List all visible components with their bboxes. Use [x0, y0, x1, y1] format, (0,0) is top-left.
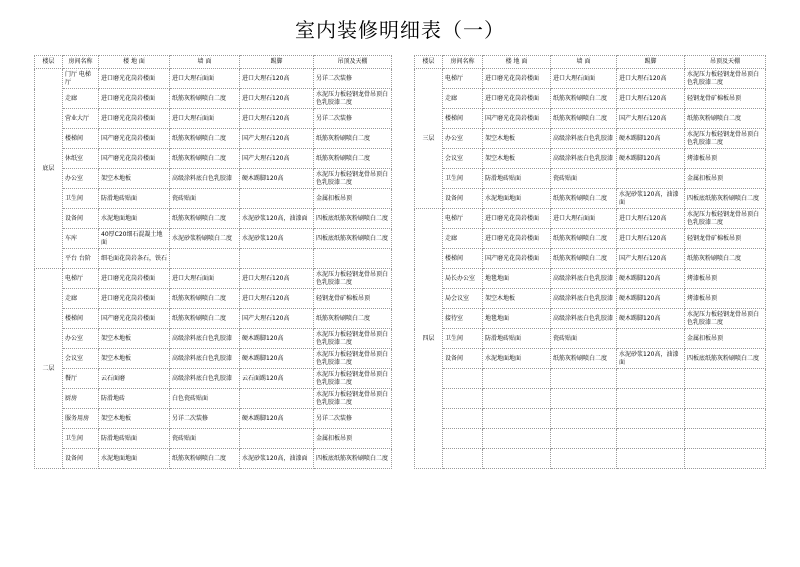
- wall-finish-cell: 进口大理石面面: [551, 69, 617, 89]
- room-name-cell: 设备间: [63, 449, 99, 469]
- ceiling-cell: 水泥压力板轻钢龙骨吊顶白色乳胶漆二度: [314, 269, 392, 289]
- ceiling-cell: 水泥压力板轻钢龙骨吊顶白色乳胶漆二度: [314, 369, 392, 389]
- wall-finish-cell: 进口大理石面面: [551, 209, 617, 229]
- ceiling-cell: 四板底纸筋灰粉刷喷白二度: [314, 449, 392, 469]
- ceiling-cell: 金属扣板吊顶: [685, 329, 766, 349]
- room-name-cell: 局会议室: [443, 289, 483, 309]
- floor-finish-cell: 细毛面花岗岩条石，铁石: [99, 249, 170, 269]
- room-name-cell: 走廊: [443, 229, 483, 249]
- ceiling-cell: 轻钢龙骨矿棉板吊顶: [685, 229, 766, 249]
- table-row: [35, 89, 392, 109]
- ceiling-cell: 纸筋灰粉刷喷白二度: [314, 149, 392, 169]
- baseboard-cell: [617, 409, 685, 429]
- table-row: [35, 349, 392, 369]
- table-row: [35, 309, 392, 329]
- header-room: 房间名称: [63, 56, 99, 69]
- floor-finish-cell: 进口磨光花岗岩楼面: [99, 289, 170, 309]
- wall-finish-cell: 水泥砂浆粉刷喷白二度: [170, 229, 240, 249]
- table-header-row: [415, 56, 766, 69]
- table-row: [415, 429, 766, 449]
- ceiling-cell: 水泥压力板轻钢龙骨吊顶白色乳胶漆二度: [314, 169, 392, 189]
- wall-finish-cell: 高级涂料底白色乳胶漆: [170, 349, 240, 369]
- wall-finish-cell: 纸筋灰粉刷喷白二度: [170, 289, 240, 309]
- table-row: [415, 209, 766, 229]
- floor-finish-cell: 40厚C20细石混凝土地面: [99, 229, 170, 249]
- wall-finish-cell: 高级涂料底白色乳胶漆: [551, 269, 617, 289]
- table-row: [415, 309, 766, 329]
- baseboard-cell: 进口大理石120高: [240, 109, 314, 129]
- baseboard-cell: 硬木踢脚120高: [240, 329, 314, 349]
- floor-finish-cell: 云石面磨: [99, 369, 170, 389]
- baseboard-cell: 水泥砂浆120高，油漆面: [240, 449, 314, 469]
- room-name-cell: 楼梯间: [443, 109, 483, 129]
- room-name-cell: 接待室: [443, 309, 483, 329]
- ceiling-cell: [685, 409, 766, 429]
- room-name-cell: 卫生间: [443, 329, 483, 349]
- room-name-cell: 电梯厅: [443, 69, 483, 89]
- table-row: [415, 289, 766, 309]
- table-row: [35, 149, 392, 169]
- wall-finish-cell: 另详二次装修: [170, 409, 240, 429]
- wall-finish-cell: 高级涂料底白色乳胶漆: [170, 329, 240, 349]
- ceiling-cell: 纸筋灰粉刷喷白二度: [685, 109, 766, 129]
- table-row: [35, 429, 392, 449]
- room-name-cell: [443, 409, 483, 429]
- room-name-cell: 设备间: [63, 209, 99, 229]
- room-name-cell: 餐厅: [63, 369, 99, 389]
- baseboard-cell: 水泥砂浆120高，油漆面: [240, 209, 314, 229]
- room-name-cell: 办公室: [63, 329, 99, 349]
- room-name-cell: 车库: [63, 229, 99, 249]
- table-row: [35, 129, 392, 149]
- baseboard-cell: 硬木踢脚120高: [240, 169, 314, 189]
- baseboard-cell: 水泥砂浆120高，油漆面: [617, 349, 685, 369]
- baseboard-cell: [240, 389, 314, 409]
- baseboard-cell: 进口大理石120高: [240, 69, 314, 89]
- ceiling-cell: [314, 249, 392, 269]
- baseboard-cell: 云石面踢120高: [240, 369, 314, 389]
- baseboard-cell: 国产大理石120高: [240, 149, 314, 169]
- wall-finish-cell: 高级涂料底白色乳胶漆: [551, 129, 617, 149]
- floor-finish-cell: 防滑地砖贴面: [483, 329, 551, 349]
- table-row: [415, 89, 766, 109]
- wall-finish-cell: 纸筋灰粉刷喷白二度: [551, 229, 617, 249]
- wall-finish-cell: 进口大理石面面: [170, 109, 240, 129]
- ceiling-cell: 烤漆板吊顶: [685, 269, 766, 289]
- table-row: [35, 209, 392, 229]
- floor-finish-cell: 水泥地面地面: [483, 189, 551, 209]
- ceiling-cell: 水泥压力板轻钢龙骨吊顶白色乳胶漆二度: [685, 309, 766, 329]
- room-name-cell: 营业大厅: [63, 109, 99, 129]
- baseboard-cell: 国产大理石120高: [240, 129, 314, 149]
- floor-finish-cell: 国产磨光花岗岩楼面: [99, 149, 170, 169]
- ceiling-cell: 四板底纸筋灰粉刷喷白二度: [314, 229, 392, 249]
- room-name-cell: 设备间: [443, 349, 483, 369]
- baseboard-cell: 进口大理石120高: [617, 69, 685, 89]
- ceiling-cell: 轻钢龙骨矿棉板吊顶: [685, 89, 766, 109]
- wall-finish-cell: 纸筋灰粉刷喷白二度: [551, 349, 617, 369]
- table-row: [415, 129, 766, 149]
- baseboard-cell: [240, 249, 314, 269]
- table-row: [415, 409, 766, 429]
- ceiling-cell: [685, 389, 766, 409]
- baseboard-cell: 进口大理石120高: [240, 89, 314, 109]
- wall-finish-cell: 白色瓷砖贴面: [170, 389, 240, 409]
- baseboard-cell: [617, 169, 685, 189]
- table-row: [415, 69, 766, 89]
- room-name-cell: 楼梯间: [63, 309, 99, 329]
- ceiling-cell: 另详二次装修: [314, 409, 392, 429]
- table-row: [415, 389, 766, 409]
- table-row: [415, 249, 766, 269]
- room-name-cell: [443, 389, 483, 409]
- floor-finish-cell: 进口磨光花岗岩楼面: [99, 69, 170, 89]
- ceiling-cell: [685, 449, 766, 469]
- ceiling-cell: 金属扣板吊顶: [685, 169, 766, 189]
- floor-finish-cell: 防滑地砖: [99, 389, 170, 409]
- baseboard-cell: 国产大理石120高: [617, 249, 685, 269]
- floor-finish-cell: 进口磨光花岗岩楼面: [99, 109, 170, 129]
- floor-finish-cell: 进口磨光花岗岩楼面: [99, 89, 170, 109]
- table-row: [415, 329, 766, 349]
- wall-finish-cell: 纸筋灰粉刷喷白二度: [170, 149, 240, 169]
- floor-finish-cell: [483, 449, 551, 469]
- left-finish-table: [34, 55, 392, 469]
- baseboard-cell: 进口大理石120高: [617, 89, 685, 109]
- floor-finish-cell: 进口磨光花岗岩楼面: [99, 269, 170, 289]
- room-name-cell: 休纸室: [63, 149, 99, 169]
- right-finish-table: [414, 55, 766, 469]
- room-name-cell: 服务用房: [63, 409, 99, 429]
- floor-finish-cell: 进口磨光花岗岩楼面: [483, 69, 551, 89]
- baseboard-cell: [240, 429, 314, 449]
- baseboard-cell: 硬木踢脚120高: [240, 409, 314, 429]
- floor-finish-cell: 防滑地砖贴面: [483, 169, 551, 189]
- room-name-cell: [443, 369, 483, 389]
- table-row: [35, 189, 392, 209]
- floor-finish-cell: 架空木地板: [99, 169, 170, 189]
- baseboard-cell: 硬木踢脚120高: [617, 289, 685, 309]
- wall-finish-cell: 进口大理石面面: [170, 269, 240, 289]
- floor-finish-cell: [483, 369, 551, 389]
- baseboard-cell: 进口大理石120高: [617, 229, 685, 249]
- ceiling-cell: 另详二次装修: [314, 109, 392, 129]
- ceiling-cell: 四板底纸筋灰粉刷喷白二度: [685, 349, 766, 369]
- wall-finish-cell: 纸筋灰粉刷喷白二度: [170, 449, 240, 469]
- baseboard-cell: 硬木踢脚120高: [617, 269, 685, 289]
- ceiling-cell: 水泥压力板轻钢龙骨吊顶白色乳胶漆二度: [685, 129, 766, 149]
- ceiling-cell: 烤漆板吊顶: [685, 289, 766, 309]
- ceiling-cell: 金属扣板吊顶: [314, 429, 392, 449]
- wall-finish-cell: 瓷砖贴面: [551, 329, 617, 349]
- wall-finish-cell: 高级涂料底白色乳胶漆: [551, 309, 617, 329]
- floor-label: 四层: [415, 209, 443, 469]
- ceiling-cell: 四板底纸筋灰粉刷喷白二度: [314, 209, 392, 229]
- ceiling-cell: 烤漆板吊顶: [685, 149, 766, 169]
- floor-finish-cell: 国产磨光花岗岩楼面: [483, 109, 551, 129]
- floor-finish-cell: 地毯地面: [483, 269, 551, 289]
- header-ceiling: 吊顶及天棚: [314, 56, 392, 69]
- floor-label: 二层: [35, 269, 63, 469]
- header-wall: 墙 面: [170, 56, 240, 69]
- ceiling-cell: 水泥压力板轻钢龙骨吊顶白色乳胶漆二度: [685, 69, 766, 89]
- room-name-cell: 会议室: [63, 349, 99, 369]
- baseboard-cell: 硬木踢脚120高: [617, 129, 685, 149]
- table-row: [35, 449, 392, 469]
- ceiling-cell: 纸筋灰粉刷喷白二度: [314, 129, 392, 149]
- table-row: [35, 169, 392, 189]
- room-name-cell: 卫生间: [63, 189, 99, 209]
- table-row: [415, 149, 766, 169]
- ceiling-cell: 纸筋灰粉刷喷白二度: [685, 249, 766, 269]
- room-name-cell: 电梯厅: [443, 209, 483, 229]
- baseboard-cell: [617, 369, 685, 389]
- floor-finish-cell: 国产磨光花岗岩楼面: [483, 249, 551, 269]
- header-floor-finish: 楼 地 面: [99, 56, 170, 69]
- table-row: [35, 249, 392, 269]
- table-row: [35, 329, 392, 349]
- wall-finish-cell: 纸筋灰粉刷喷白二度: [551, 249, 617, 269]
- baseboard-cell: [617, 389, 685, 409]
- ceiling-cell: 轻钢龙骨矿棉板吊顶: [314, 289, 392, 309]
- table-row: [35, 289, 392, 309]
- wall-finish-cell: [551, 429, 617, 449]
- room-name-cell: 办公室: [63, 169, 99, 189]
- baseboard-cell: 进口大理石120高: [240, 289, 314, 309]
- wall-finish-cell: [551, 449, 617, 469]
- wall-finish-cell: 瓷砖贴面: [170, 429, 240, 449]
- wall-finish-cell: 瓷砖贴面: [170, 189, 240, 209]
- table-row: [415, 229, 766, 249]
- header-floor: 楼层: [415, 56, 443, 69]
- wall-finish-cell: 高级涂料底白色乳胶漆: [170, 169, 240, 189]
- table-row: [35, 269, 392, 289]
- floor-finish-cell: 防滑地砖贴面: [99, 189, 170, 209]
- table-row: [415, 369, 766, 389]
- floor-finish-cell: 地毯地面: [483, 309, 551, 329]
- ceiling-cell: 水泥压力板轻钢龙骨吊顶白色乳胶漆二度: [685, 209, 766, 229]
- header-room: 房间名称: [443, 56, 483, 69]
- table-row: [35, 109, 392, 129]
- baseboard-cell: 硬木踢脚120高: [240, 349, 314, 369]
- header-floor-finish: 楼 地 面: [483, 56, 551, 69]
- room-name-cell: 走廊: [63, 89, 99, 109]
- ceiling-cell: 水泥压力板轻钢龙骨吊顶白色乳胶漆二度: [314, 89, 392, 109]
- room-name-cell: 平台 台阶: [63, 249, 99, 269]
- table-row: [415, 189, 766, 209]
- baseboard-cell: [240, 189, 314, 209]
- floor-finish-cell: 水泥地面地面: [99, 209, 170, 229]
- floor-label: 三层: [415, 69, 443, 209]
- table-row: [415, 169, 766, 189]
- wall-finish-cell: 纸筋灰粉刷喷白二度: [170, 129, 240, 149]
- floor-finish-cell: 水泥地面地面: [99, 449, 170, 469]
- baseboard-cell: 国产大理石120高: [617, 109, 685, 129]
- floor-finish-cell: 架空木地板: [99, 329, 170, 349]
- room-name-cell: [443, 449, 483, 469]
- ceiling-cell: [685, 429, 766, 449]
- room-name-cell: 电梯厅: [63, 269, 99, 289]
- table-row: [415, 109, 766, 129]
- floor-finish-cell: 防滑地砖贴面: [99, 429, 170, 449]
- wall-finish-cell: [551, 369, 617, 389]
- floor-finish-cell: 水泥地面地面: [483, 349, 551, 369]
- baseboard-cell: [617, 429, 685, 449]
- table-row: [415, 449, 766, 469]
- room-name-cell: 走廊: [63, 289, 99, 309]
- baseboard-cell: 水泥砂浆120高: [240, 229, 314, 249]
- header-baseboard: 踢脚: [617, 56, 685, 69]
- floor-finish-cell: 架空木地板: [483, 149, 551, 169]
- floor-finish-cell: [483, 409, 551, 429]
- ceiling-cell: 水泥压力板轻钢龙骨吊顶白色乳胶漆二度: [314, 349, 392, 369]
- room-name-cell: 厨房: [63, 389, 99, 409]
- wall-finish-cell: 高级涂料底白色乳胶漆: [551, 289, 617, 309]
- wall-finish-cell: [551, 389, 617, 409]
- baseboard-cell: 进口大理石120高: [240, 269, 314, 289]
- wall-finish-cell: 纸筋灰粉刷喷白二度: [551, 89, 617, 109]
- floor-finish-cell: 架空木地板: [99, 349, 170, 369]
- room-name-cell: 走廊: [443, 89, 483, 109]
- wall-finish-cell: 高级涂料底白色乳胶漆: [551, 149, 617, 169]
- wall-finish-cell: 纸筋灰粉刷喷白二度: [170, 309, 240, 329]
- baseboard-cell: 硬木踢脚120高: [617, 149, 685, 169]
- wall-finish-cell: [551, 409, 617, 429]
- table-row: [415, 269, 766, 289]
- table-header-row: [35, 56, 392, 69]
- baseboard-cell: 进口大理石120高: [617, 209, 685, 229]
- room-name-cell: [443, 429, 483, 449]
- header-floor: 楼层: [35, 56, 63, 69]
- baseboard-cell: 硬木踢脚120高: [617, 309, 685, 329]
- floor-label: 底层: [35, 69, 63, 269]
- room-name-cell: 设备间: [443, 189, 483, 209]
- floor-finish-cell: 国产磨光花岗岩楼面: [99, 129, 170, 149]
- ceiling-cell: 四板底纸筋灰粉刷喷白二度: [685, 189, 766, 209]
- wall-finish-cell: 纸筋灰粉刷喷白二度: [170, 89, 240, 109]
- room-name-cell: 门厅 电梯厅: [63, 69, 99, 89]
- ceiling-cell: 金属扣板吊顶: [314, 189, 392, 209]
- ceiling-cell: 水泥压力板轻钢龙骨吊顶白色乳胶漆二度: [314, 329, 392, 349]
- room-name-cell: 楼梯间: [443, 249, 483, 269]
- floor-finish-cell: 架空木地板: [99, 409, 170, 429]
- baseboard-cell: 水泥砂浆120高，油漆面: [617, 189, 685, 209]
- wall-finish-cell: 纸筋灰粉刷喷白二度: [170, 209, 240, 229]
- table-row: [35, 369, 392, 389]
- wall-finish-cell: [170, 249, 240, 269]
- ceiling-cell: 纸筋灰粉刷喷白二度: [314, 309, 392, 329]
- sheet-title: 室内装修明细表（一）: [295, 18, 505, 42]
- table-row: [35, 409, 392, 429]
- floor-finish-cell: 架空木地板: [483, 129, 551, 149]
- right-table-body: [415, 69, 766, 469]
- wall-finish-cell: 纸筋灰粉刷喷白二度: [551, 189, 617, 209]
- baseboard-cell: [617, 449, 685, 469]
- ceiling-cell: 水泥压力板轻钢龙骨吊顶白色乳胶漆二度: [314, 389, 392, 409]
- room-name-cell: 局长办公室: [443, 269, 483, 289]
- wall-finish-cell: 瓷砖贴面: [551, 169, 617, 189]
- header-ceiling: 吊顶及天棚: [685, 56, 766, 69]
- wall-finish-cell: 进口大理石面面: [170, 69, 240, 89]
- ceiling-cell: [685, 369, 766, 389]
- table-row: [35, 69, 392, 89]
- room-name-cell: 会议室: [443, 149, 483, 169]
- wall-finish-cell: 纸筋灰粉刷喷白二度: [551, 109, 617, 129]
- table-row: [415, 349, 766, 369]
- table-row: [35, 389, 392, 409]
- floor-finish-cell: [483, 389, 551, 409]
- baseboard-cell: [617, 329, 685, 349]
- room-name-cell: 办公室: [443, 129, 483, 149]
- baseboard-cell: 国产大理石120高: [240, 309, 314, 329]
- room-name-cell: 卫生间: [63, 429, 99, 449]
- table-row: [35, 229, 392, 249]
- left-table-body: [35, 69, 392, 469]
- floor-finish-cell: 进口磨光花岗岩楼面: [483, 89, 551, 109]
- floor-finish-cell: 进口磨光花岗岩楼面: [483, 229, 551, 249]
- ceiling-cell: 另详二次装修: [314, 69, 392, 89]
- header-wall: 墙 面: [551, 56, 617, 69]
- header-baseboard: 踢脚: [240, 56, 314, 69]
- floor-finish-cell: 进口磨光花岗岩楼面: [483, 209, 551, 229]
- floor-finish-cell: 国产磨光花岗岩楼面: [99, 309, 170, 329]
- wall-finish-cell: 高级涂料底白色乳胶漆: [170, 369, 240, 389]
- floor-finish-cell: [483, 429, 551, 449]
- floor-finish-cell: 架空木地板: [483, 289, 551, 309]
- room-name-cell: 卫生间: [443, 169, 483, 189]
- room-name-cell: 楼梯间: [63, 129, 99, 149]
